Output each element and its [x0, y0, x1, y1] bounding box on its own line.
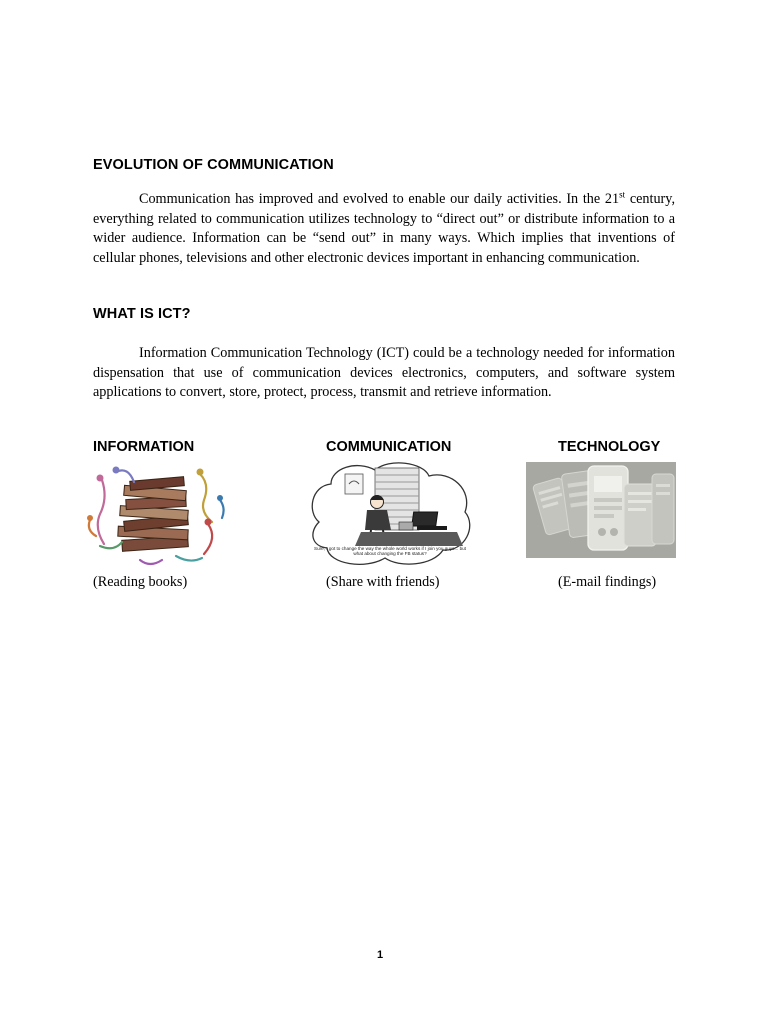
column-title-communication: COMMUNICATION: [326, 439, 452, 455]
evolution-text-part: century, everything related to communication utilizes technology to “direct out” or distribute information to a wider audience. Information can be “send out” in many ways. Which implies that inventions of cellular phones, televisions and other electronic devices important in enhancing communication.: [93, 191, 675, 266]
cartoon-drawing: [305, 460, 475, 570]
column-title-technology: TECHNOLOGY: [558, 439, 661, 455]
section-heading-evolution: EVOLUTION OF COMMUNICATION: [93, 157, 334, 173]
caption-information: (Reading books): [93, 574, 188, 590]
technology-phones-image: [526, 462, 676, 558]
phones-drawing: [526, 462, 676, 558]
speech-caption: Sure, I got to change the way the whole world works if I join you guys... but what about changing the FB status?: [314, 546, 466, 557]
ordinal-superscript: st: [619, 189, 626, 200]
books-drawing: [80, 460, 236, 572]
caption-technology: (E-mail findings): [558, 574, 657, 590]
caption-communication: (Share with friends): [326, 574, 440, 590]
ict-paragraph: Information Communication Technology (ICT) could be a technology needed for information dispensation that use of communication devices electronics, computers, and software system applications to convert, store, protect, process, transmit and retrieve information.: [93, 345, 675, 400]
column-title-information: INFORMATION: [93, 439, 195, 455]
communication-cartoon: [305, 460, 475, 570]
page-number: 1: [376, 949, 384, 961]
evolution-paragraph: [93, 190, 675, 268]
books-illustration: [80, 460, 236, 572]
section-heading-ict: WHAT IS ICT?: [93, 306, 191, 322]
evolution-text-part: Communication has improved and evolved to enable our daily activities. In the 21: [139, 191, 620, 207]
